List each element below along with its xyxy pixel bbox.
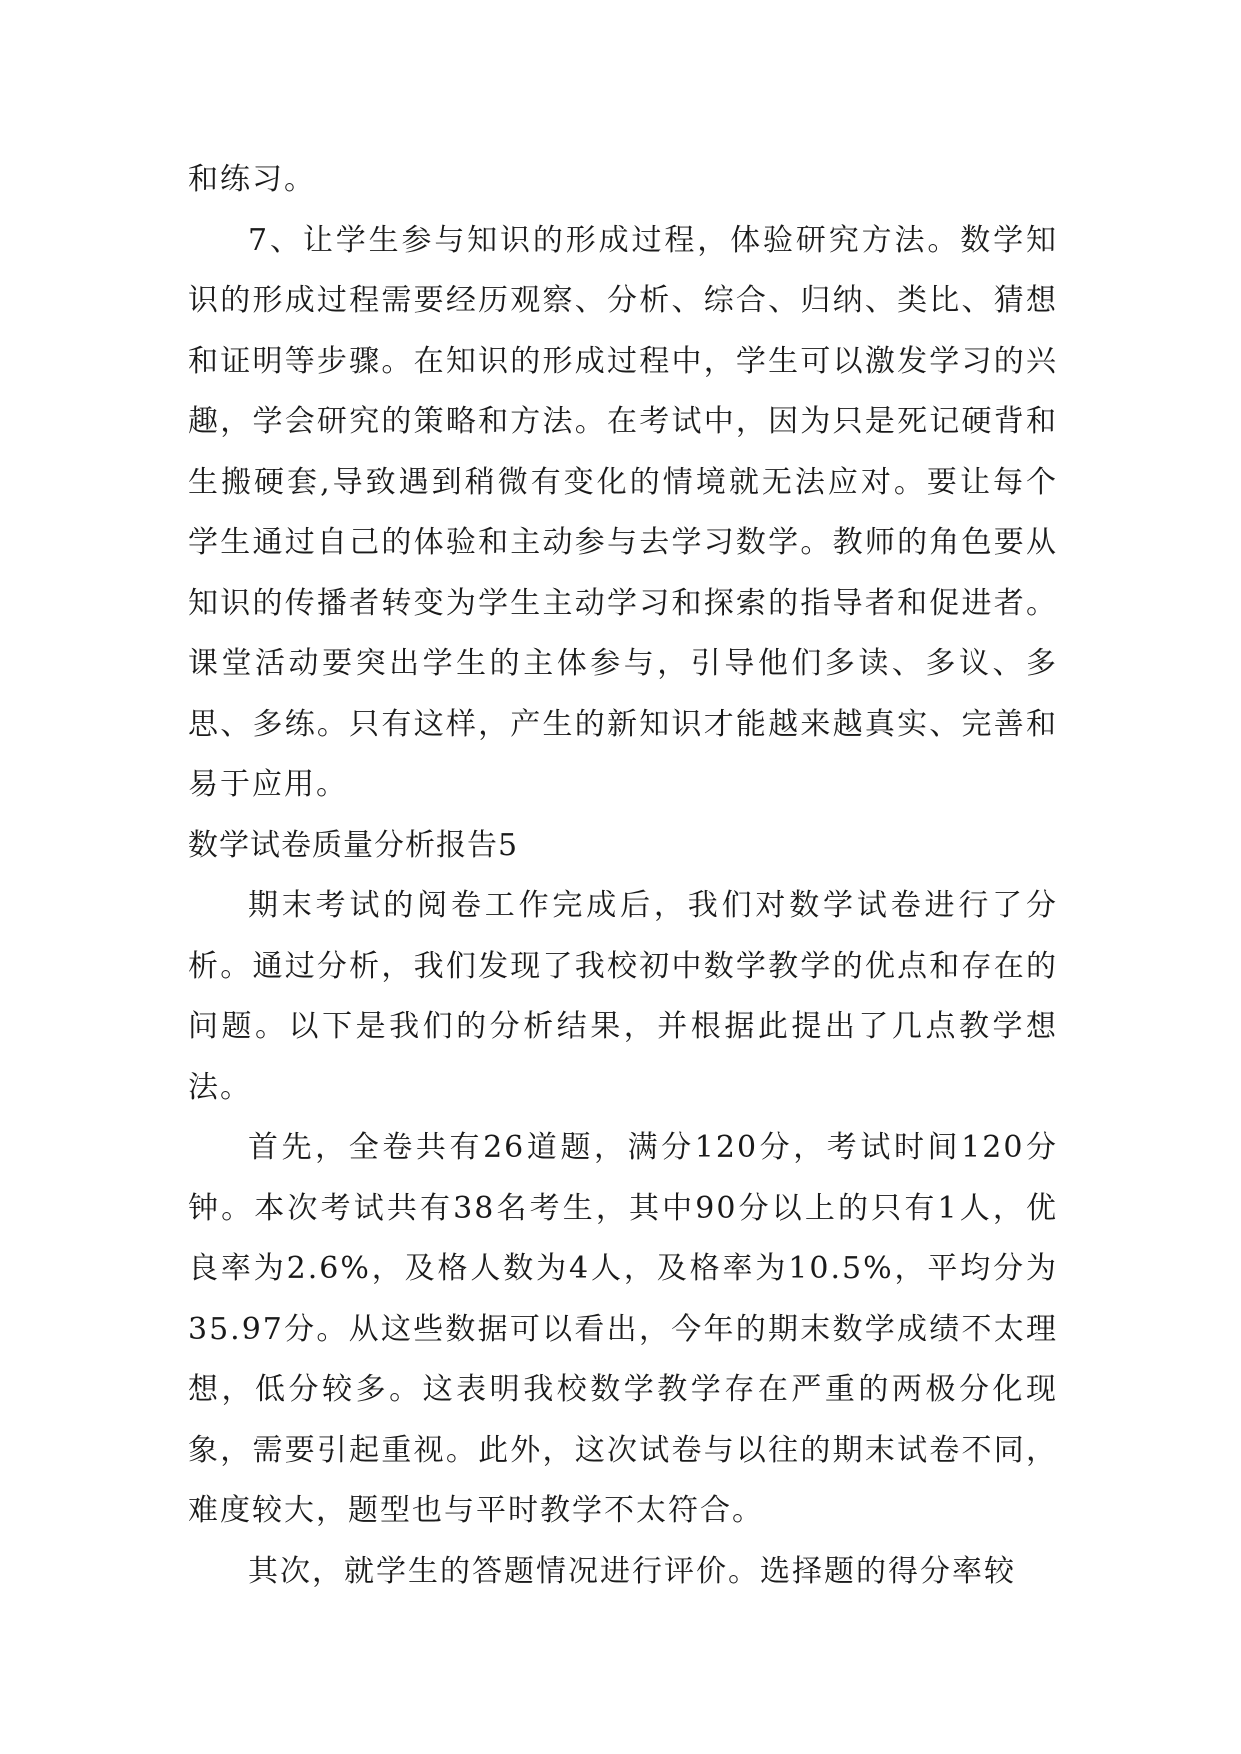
document-body xyxy=(188,150,1058,1602)
section-heading: 数学试卷质量分析报告5 xyxy=(188,827,519,863)
paragraph-evaluation: 其次，就学生的答题情况进行评价。选择题的得分率较 xyxy=(248,1553,1016,1589)
paragraph-continuation: 和练习。 xyxy=(188,162,316,197)
paragraph-statistics: 首先，全卷共有26道题，满分120分，考试时间120分钟。本次考试共有38名考生，其中90分以上的只有1人，优良率为2.6%，及格人数为4人，及格率为10.5%，平均分为35.97分。从这些数据可以看出，今年的期末数学成绩不太理想，低分较多。这表明我校数学教学存在严重的两极分化现象，需要引起重视。此外，这次试卷与以往的期末试卷不同，难度较大，题型也与平时教学不太符合。 xyxy=(188,1130,1058,1528)
paragraph-learning-process: 7、让学生参与知识的形成过程，体验研究方法。数学知识的形成过程需要经历观察、分析、综合、归纳、类比、猜想和证明等步骤。在知识的形成过程中，学生可以激发学习的兴趣，学会研究的策略和方法。在考试中，因为只是死记硬背和生搬硬套,导致遇到稍微有变化的情境就无法应对。要让每个学生通过自己的体验和主动参与去学习数学。教师的角色要从知识的传播者转变为学生主动学习和探索的指导者和促进者。课堂活动要突出学生的主体参与，引导他们多读、多议、多思、多练。只有这样，产生的新知识才能越来越真实、完善和易于应用。 xyxy=(188,222,1058,802)
paragraph-intro: 期末考试的阅卷工作完成后，我们对数学试卷进行了分析。通过分析，我们发现了我校初中数学教学的优点和存在的问题。以下是我们的分析结果，并根据此提出了几点教学想法。 xyxy=(188,888,1058,1105)
